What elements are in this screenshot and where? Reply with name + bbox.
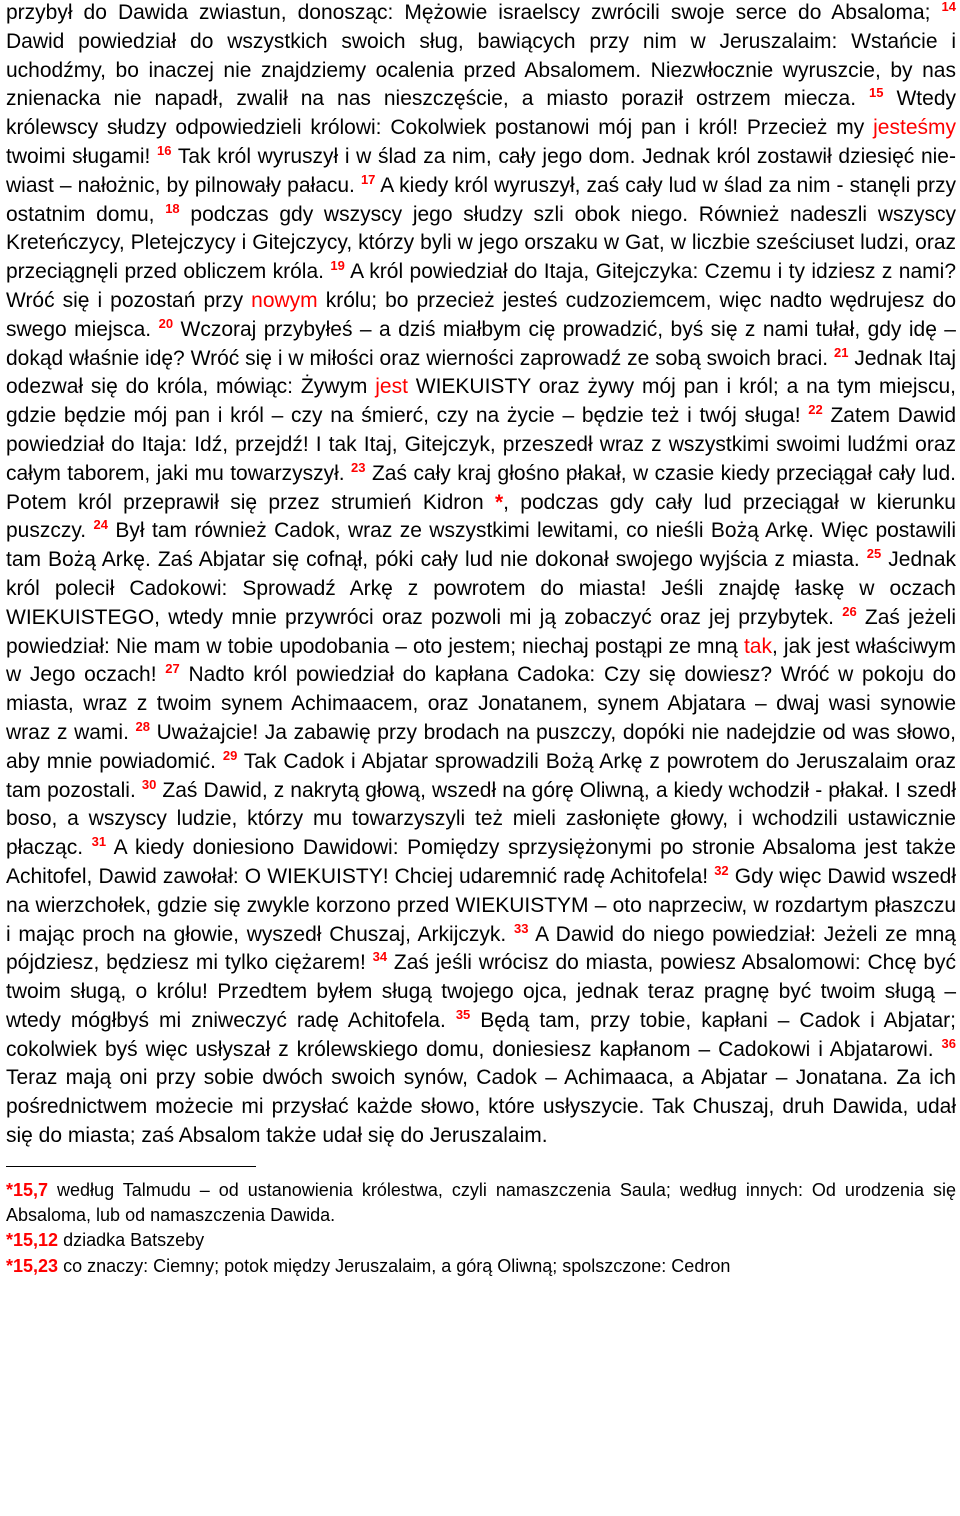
verse-number: 16 — [157, 142, 172, 158]
verse-number: 15 — [869, 85, 884, 101]
text-segment: twoimi sługami! — [6, 144, 151, 168]
text-segment: Zaś cały kraj głośno płakał, w czasie kiedy przeciągał cały lud. Potem król przeprawił się przez strumień Kidron — [6, 461, 956, 514]
text-segment: Zatem Dawid powiedział do Itaja: Idź, przejdź! I tak Itaj, Gitejczyk, przeszedł wraz z wszystkimi swoimi ludźmi oraz całym taborem, jaki mu towarzyszył. — [6, 404, 957, 485]
text-segment: A kiedy doniesiono Dawidowi: Pomiędzy sprzysiężonymi po stronie Absaloma jest także Achitofel, Dawid zawołał: O WIEKUISTY! Chciej udaremnić radę Achitofela! — [6, 836, 956, 888]
text-segment: Dawid powiedział do wszystkich swoich sług, bawiących przy nim w Jeruszalaim: Wstańcie i uchodźmy, bo inaczej nie znajdziemy ocalenia przed Absalomem. Niezwłocznie wyruszcie, by nas znienacka nie napadł, zwalił na nas nieszczęście, a miasto poraził ostrzem miecza. — [6, 29, 956, 111]
text-segment: A Dawid do niego powiedział: Jeżeli ze mną pójdziesz, będziesz mi tylko ciężarem! — [6, 922, 956, 975]
text-segment: , podczas gdy cały lud przeciągał w kierunku puszczy. — [6, 490, 956, 543]
text-segment: Tak Cadok i Abjatar sprowadzili Bożą Arkę z powrotem do Jeruszalaim oraz tam pozostali. — [6, 749, 956, 802]
text-segment: Zaś Dawid, z nakrytą głową, wszedł na górę Oliwną, a kiedy wchodził - płakał. I szedł boso, a wszyscy ludzie, którzy mu towarzyszyli też mieli zasłonięte głowy, i wchodzili ustawicznie płacząc. — [6, 778, 956, 860]
footnote-marker[interactable]: * — [494, 490, 504, 514]
footnote-ref: *15,23 — [6, 1255, 59, 1276]
text-segment: Będą tam, przy tobie, kapłani – Cadok i Abjatar; cokolwiek byś więc usłyszał z królewskiego domu, doniesiesz kapłanom – Cadokowi i Abjatarowi. — [6, 1008, 956, 1061]
footnotes — [6, 1178, 956, 1279]
footnote — [6, 1254, 956, 1279]
highlighted-word: jest — [375, 375, 408, 399]
verse-number: 23 — [351, 459, 366, 475]
text-segment: A kiedy król wyruszył, zaś cały lud w ślad za nim - stanęli przy ostatnim domu, — [6, 173, 956, 226]
verse-number: 29 — [222, 747, 238, 763]
verse-number: 14 — [941, 0, 956, 14]
highlighted-word: tak — [743, 634, 772, 658]
footnote-ref: *15,7 — [6, 1179, 49, 1200]
verse-number: 19 — [330, 258, 345, 274]
verse-number: 30 — [141, 776, 157, 792]
footnote-divider — [6, 1166, 256, 1167]
text-segment: Wczoraj przybyłeś – a dziś miałbym cię prowadzić, byś się z nami tułał, gdy idę – dokąd właśnie idę? Wróć się i w miłości oraz wierności zaprowadź ze sobą swoich braci. — [6, 317, 956, 370]
footnote-text: co znaczy: Ciemny; potok między Jeruszalaim, a górą Oliwną; spolszczone: Cedron — [58, 1255, 731, 1276]
verse-number: 28 — [135, 718, 151, 734]
highlighted-word: nowym — [251, 288, 318, 312]
verse-number: 27 — [165, 661, 180, 677]
text-segment: Był tam również Cadok, wraz ze wszystkimi lewitami, co nieśli Bożą Arkę. Więc postawili tam Bożą Arkę. Zaś Abjatar się cofnął, póki cały lud nie dokonał swojego wyjścia z miasta. — [6, 519, 956, 572]
verse-number: 21 — [834, 344, 849, 360]
text-segment: Uważajcie! Ja zabawię przy brodach na puszczy, dopóki nie nadejdzie od was słowo, aby mnie powiadomić. — [6, 720, 956, 773]
text-segment: Zaś jeśli wrócisz do miasta, powiesz Absalomowi: Chcę być twoim sługą, o królu! Przedtem byłem sługą twojego ojca, jednak teraz pragnę być twoim sługą – wtedy mógłbyś mi zniweczyć radę Achitofela. — [6, 951, 957, 1032]
verse-number: 34 — [372, 949, 388, 965]
text-segment: WIEKUISTY oraz żywy mój pan i król; a na tym miejscu, gdzie będzie mój pan i król – czy na śmierć, czy na życie – będzie też i twój sługa! — [6, 375, 957, 428]
verse-number: 18 — [165, 200, 180, 216]
footnote-text: według Talmudu – od ustanowienia królestwa, czyli namaszczenia Saula; według innych: Od urodzenia się Absaloma, lub od namaszczenia Dawida. — [6, 1179, 956, 1226]
verse-number: 25 — [866, 546, 882, 562]
text-segment: Nadto król powiedział do kapłana Cadoka: Czy się dowiesz? Wróć w pokoju do miasta, wraz z twoim synem Achimaacem, oraz Jonatanem, synem Abjatara – dwaj wasi synowie wraz z wami. — [6, 663, 956, 744]
verse-number: 32 — [714, 862, 729, 878]
highlighted-word: jesteśmy — [873, 116, 956, 140]
text-segment: podczas gdy wszyscy jego słudzy szli obok niego. Również nadeszli wszyscy Kreteńczycy, Pletejczycy i Gitejczycy, którzy byli w jego orszaku w Gat, w liczbie sześciuset ludzi, oraz przeciągnęli przed obliczem króla. — [6, 202, 956, 284]
text-segment: Wtedy królewscy słudzy odpowiedzieli królowi: Cokolwiek postanowi mój pan i król! Przecież my — [6, 87, 956, 140]
verse-number: 31 — [91, 834, 107, 850]
verse-number: 24 — [93, 517, 108, 533]
footnote-ref: *15,12 — [6, 1230, 59, 1251]
verse-number: 33 — [513, 920, 529, 936]
text-segment: Jednak Itaj odezwał się do króla, mówiąc: Żywym — [6, 346, 956, 399]
text-segment: A król powiedział do Itaja, Gitejczyka: Czemu i ty idziesz z nami? Wróć się i pozostań przy — [6, 260, 957, 312]
footnote — [6, 1178, 956, 1229]
verse-number: 36 — [941, 1035, 956, 1051]
text-segment: Zaś jeżeli powiedział: Nie mam w tobie upodobania – oto jestem; niechaj postąpi ze mną — [6, 605, 957, 658]
text-segment: , jak jest właściwym w Jego oczach! — [6, 634, 956, 687]
footnote — [6, 1228, 956, 1253]
verse-number: 17 — [360, 171, 376, 187]
verse-number: 22 — [808, 402, 823, 418]
verse-number: 20 — [158, 315, 174, 331]
text-segment: Teraz mają oni przy sobie dwóch swoich synów, Cadok – Achimaaca, a Abjatar – Jonatana. Za ich pośrednictwem możecie mi przysłać każde słowo, które usłyszycie. Tak Chuszaj, druh Dawida, udał się do miasta; zaś Absalom także udał się do Jeruszalaim. — [6, 1066, 956, 1148]
footnote-text: dziadka Batszeby — [58, 1230, 205, 1251]
text-segment: przybył do Dawida zwiastun, donosząc: Mężowie israelscy zwrócili swoje serce do Absaloma; — [6, 1, 931, 24]
text-segment: Gdy więc Dawid wszedł na wierzchołek, gdzie się zwykle korzono przed WIEKUISTYM – oto naprzeciw, w rozdartym płaszczu i mając proch na głowie, wyszedł Chuszaj, Arkijczyk. — [6, 864, 957, 946]
document-page — [6, 0, 956, 1279]
main-text — [6, 0, 956, 1151]
verse-number: 35 — [455, 1006, 471, 1022]
text-segment: Tak król wyruszył i w ślad za nim, cały jego dom. Jednak król zostawił dziesięć niewiast – nałożnic, by pilnowały pałacu. — [6, 144, 956, 197]
verse-number: 26 — [842, 603, 857, 619]
text-segment: Jednak król polecił Cadokowi: Sprowadź Arkę z powrotem do miasta! Jeśli znajdę łaskę w oczach WIEKUISTEGO, wtedy mnie przywróci oraz pozwoli mi ją zobaczyć oraz jej przybytek. — [6, 548, 957, 629]
text-segment: królu; bo przecież jesteś cudzoziemcem, więc nadto wędrujesz do swego miejsca. — [6, 288, 956, 341]
